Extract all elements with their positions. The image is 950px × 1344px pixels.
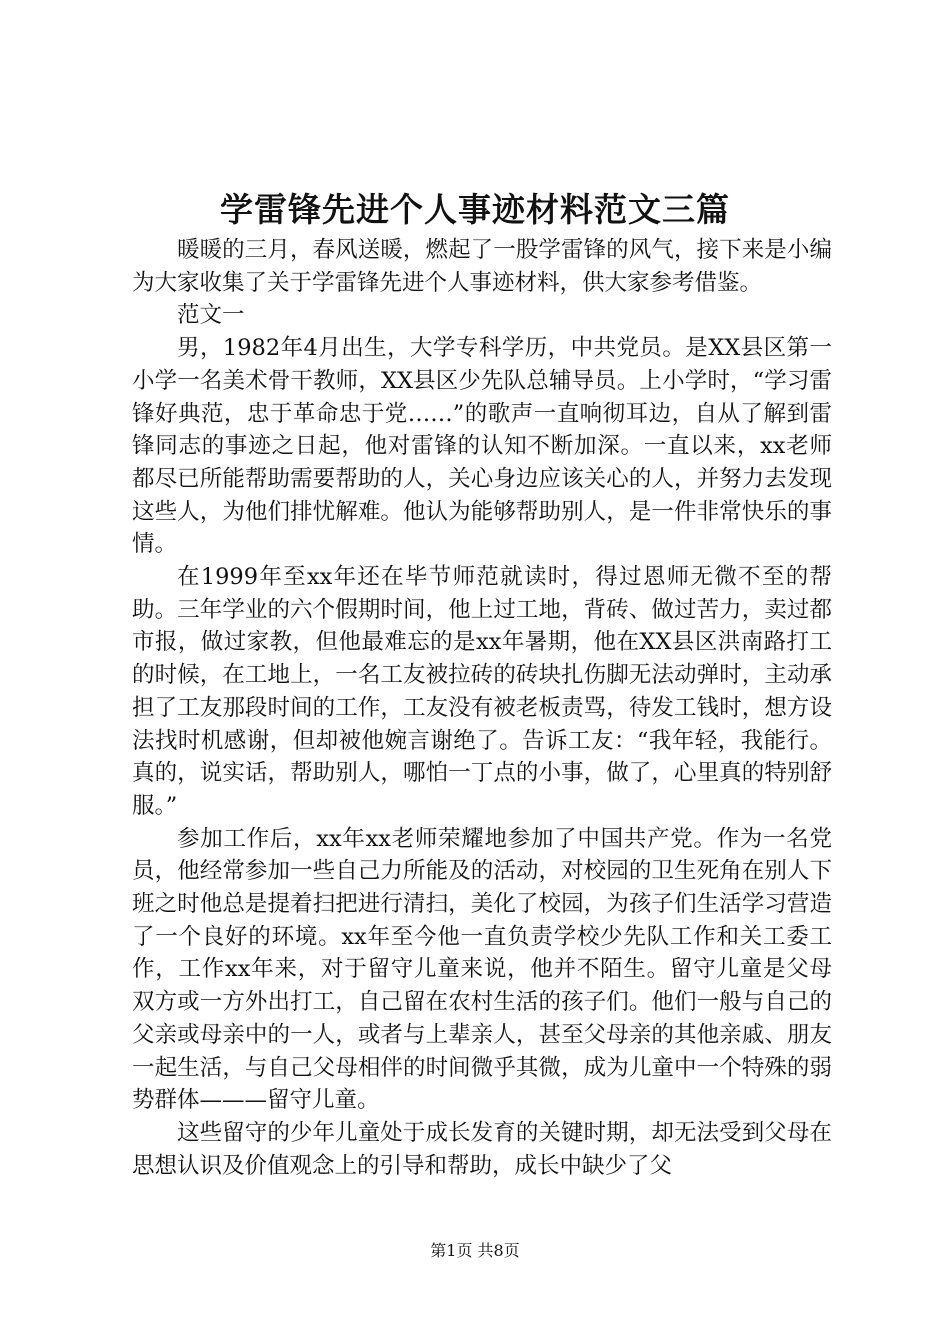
paragraph-student-years: 在1999年至xx年还在毕节师范就读时，得过恩师无微不至的帮助。三年学业的六个假期时间，他上过工地，背砖、做过苦力，卖过都市报，做过家教，但他最难忘的是xx年暑期，他在XX县区洪南路打工的时候，在工地上，一名工友被拉砖的砖块扎伤脚无法动弹时，主动承担了工友那段时间的工作，工友没有被老板责骂，待发工钱时，想方设法找时机感谢，但却被他婉言谢绝了。告诉工友：“我年轻，我能行。真的，说实话，帮助别人，哪怕一丁点的小事，做了，心里真的特别舒服。” [132, 564, 832, 819]
paragraph-profile: 男，1982年4月出生，大学专科学历，中共党员。是XX县区第一小学一名美术骨干教师，XX县区少先队总辅导员。上小学时，“学习雷锋好典范，忠于革命忠于党……”的歌声一直响彻耳边，自从了解到雷锋同志的事迹之日起，他对雷锋的认知不断加深。一直以来，xx老师都尽已所能帮助需要帮助的人，关心身边应该关心的人，并努力去发现这些人，为他们排忧解难。他认为能够帮助别人，是一件非常快乐的事情。 [132, 335, 832, 558]
page-number-footer: 第1页 共8页 [430, 1241, 520, 1260]
document-body [132, 234, 832, 1182]
paragraph-intro: 暖暖的三月，春风送暖，燃起了一股学雷锋的风气，接下来是小编为大家收集了关于学雷锋先进个人事迹材料，供大家参考借鉴。 [132, 237, 832, 296]
paragraph-left-behind-children: 这些留守的少年儿童处于成长发育的关键时期，却无法受到父母在思想认识及价值观念上的引导和帮助，成长中缺少了父 [132, 1119, 832, 1179]
paragraph-work: 参加工作后，xx年xx老师荣耀地参加了中国共产党。作为一名党员，他经常参加一些自己力所能及的活动，对校园的卫生死角在别人下班之时他总是提着扫把进行清扫，美化了校园，为孩子们生活学习营造了一个良好的环境。xx年至今他一直负责学校少先队工作和关工委工作，工作xx年来，对于留守儿童来说，他并不陌生。留守儿童是父母双方或一方外出打工，自己留在农村生活的孩子们。他们一般与自己的父亲或母亲中的一人，或者与上辈亲人，甚至父母亲的其他亲戚、朋友一起生活，与自己父母相伴的时间微乎其微，成为儿童中一个特殊的弱势群体———留守儿童。 [132, 825, 832, 1114]
document-title: 学雷锋先进个人事迹材料范文三篇 [220, 190, 730, 229]
section-heading-sample-one: 范文一 [177, 302, 245, 329]
